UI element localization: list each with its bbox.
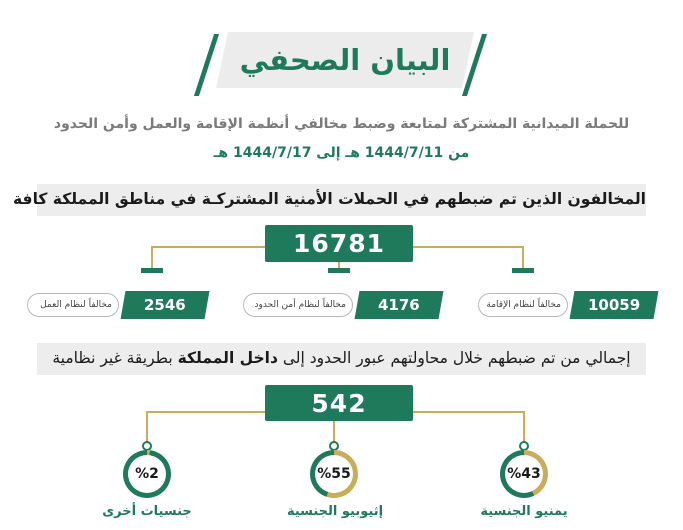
page-title: البيان الصحفي [239, 43, 451, 77]
residency-label-text: مخالفاً لنظام الإقامة [486, 300, 561, 310]
connector-right [413, 246, 523, 248]
nat-connector-right-drop [523, 411, 525, 445]
yemeni-nationality-label: يمنيو الجنسية [480, 504, 568, 519]
border-violators-label [243, 293, 353, 317]
border-crossing-heading-bold: داخل المملكة [177, 349, 278, 367]
nat-connector-left-drop [146, 411, 148, 445]
labor-violators-value [121, 291, 210, 319]
border-crossing-heading-part2: بطريقة غير نظامية [52, 349, 178, 367]
labor-value-text: 2546 [144, 296, 186, 314]
campaign-subtitle: للحملة الميدانية المشتركة لمتابعة وضبط مخالفي أنظمة الإقامة والعمل وأمن الحدود [53, 116, 630, 132]
nat-connector-left [147, 411, 265, 413]
other-nationality-label: جنسيات أخرى [102, 504, 192, 519]
border-violators-value [355, 291, 444, 319]
connector-cap-left [141, 268, 163, 273]
ethiopian-percent-ring [310, 450, 358, 498]
connector-right-drop [522, 246, 524, 268]
border-crossing-heading-part1: إجمالي من تم ضبطهم خلال محاولتهم عبور الحدود إلى [277, 349, 631, 367]
connector-left-drop [151, 246, 153, 268]
border-value-text: 4176 [378, 296, 420, 314]
yemeni-percent-ring [500, 450, 548, 498]
violators-heading: المخالفون الذين تم ضبطهم في الحملات الأمنية المشتركـة في مناطق المملكة كافة [13, 190, 646, 208]
other-percent-value: %2 [128, 455, 166, 493]
labor-violators-label [27, 293, 119, 317]
residency-violators-label [478, 293, 568, 317]
border-crossing-heading [37, 349, 646, 367]
residency-violators-value [570, 291, 659, 319]
nat-connector-right [413, 411, 524, 413]
border-label-text: مخالفاً لنظام أمن الحدود [254, 300, 346, 310]
border-crossing-total: 542 [265, 385, 413, 421]
residency-value-text: 10059 [587, 296, 641, 314]
date-range: من 1444/7/11 هـ إلى 1444/7/17 هـ [213, 145, 470, 161]
ethiopian-nationality-label: إثيوبيو الجنسية [286, 504, 384, 519]
yemeni-percent-value: %43 [505, 455, 543, 493]
labor-label-text: مخالفاً لنظام العمل [40, 300, 112, 310]
violators-total: 16781 [265, 225, 413, 262]
connector-cap-center [328, 268, 350, 273]
other-percent-ring [123, 450, 171, 498]
ethiopian-percent-value: %55 [315, 455, 353, 493]
connector-left [152, 246, 265, 248]
connector-cap-right [512, 268, 534, 273]
